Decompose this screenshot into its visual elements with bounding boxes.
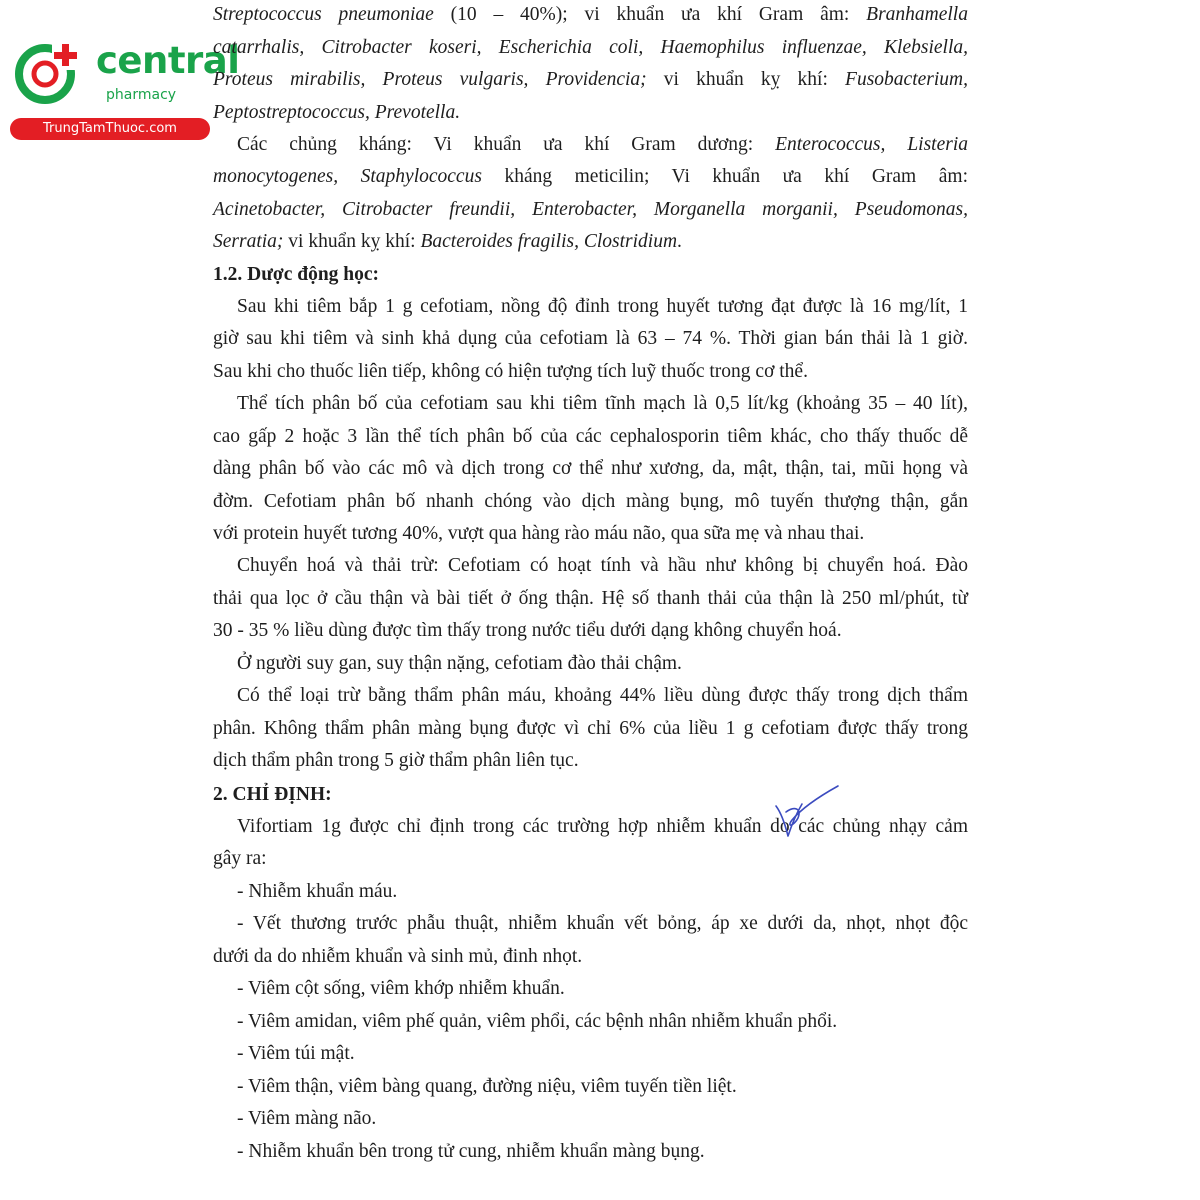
logo-tagline: pharmacy: [106, 87, 177, 103]
text-line: Có thể loại trừ bằng thẩm phân máu, khoảng 44% liều dùng được thấy trong dịch thẩm: [237, 685, 968, 706]
text-line: thải qua lọc ở cầu thận và bài tiết ở ống thận. Hệ số thanh thải của thận là 250 ml/phút, từ: [213, 588, 968, 609]
list-item: - Viêm túi mật.: [237, 1043, 355, 1064]
text-line: Acinetobacter, Citrobacter freundii, Enterobacter, Morganella morganii, Pseudomonas,: [213, 199, 968, 220]
text-line: monocytogenes, Staphylococcus kháng meticilin; Vi khuẩn ưa khí Gram âm:: [213, 166, 968, 187]
text-line: dàng phân bố vào các mô và dịch trong cơ thể như xương, da, mật, thận, tai, mũi họng và: [213, 458, 968, 479]
list-item: - Vết thương trước phẫu thuật, nhiễm khuẩn vết bỏng, áp xe dưới da, nhọt, nhọt độc: [237, 913, 968, 934]
text-line: Vifortiam 1g được chỉ định trong các trường hợp nhiễm khuẩn do các chủng nhạy cảm: [237, 816, 968, 837]
logo-website-banner: TrungTamThuoc.com: [10, 118, 210, 140]
text-line: 30 - 35 % liều dùng được tìm thấy trong nước tiểu dưới dạng không chuyển hoá.: [213, 620, 842, 641]
text-line: Sau khi cho thuốc liên tiếp, không có hiện tượng tích luỹ thuốc trong cơ thể.: [213, 361, 808, 382]
text-line: Sau khi tiêm bắp 1 g cefotiam, nồng độ đỉnh trong huyết tương đạt được là 16 mg/lít, 1: [237, 296, 968, 317]
list-item: - Viêm thận, viêm bàng quang, đường niệu, viêm tuyến tiền liệt.: [237, 1076, 737, 1097]
text-line: gây ra:: [213, 848, 267, 869]
pharmacy-cross-logo-icon: [12, 40, 82, 104]
logo-brand-text: central: [96, 39, 240, 82]
text-line: catarrhalis, Citrobacter koseri, Escherichia coli, Haemophilus influenzae, Klebsiella,: [213, 37, 968, 58]
list-item: - Viêm cột sống, viêm khớp nhiễm khuẩn.: [237, 978, 565, 999]
text-line: giờ sau khi tiêm và sinh khả dụng của cefotiam là 63 – 74 %. Thời gian bán thải là 1 giờ.: [213, 328, 968, 349]
text-line: Chuyển hoá và thải trừ: Cefotiam có hoạt tính và hầu như không bị chuyển hoá. Đào: [237, 555, 968, 576]
text-line: Các chủng kháng: Vi khuẩn ưa khí Gram dương: Enterococcus, Listeria: [237, 134, 968, 155]
text-line: dịch thẩm phân trong 5 giờ thẩm phân liên tục.: [213, 750, 579, 771]
list-item: dưới da do nhiễm khuẩn và sinh mủ, đinh nhọt.: [213, 946, 583, 967]
text-line: phân. Không thẩm phân màng bụng được vì chỉ 6% của liều 1 g cefotiam được thấy trong: [213, 718, 968, 739]
text-line: Streptococcus pneumoniae (10 – 40%); vi khuẩn ưa khí Gram âm: Branhamella: [213, 4, 968, 25]
text-line: Peptostreptococcus, Prevotella.: [213, 102, 461, 123]
handwritten-initial-signature: [772, 784, 842, 842]
text-line: đờm. Cefotiam phân bố nhanh chóng vào dịch màng bụng, mô tuyến thượng thận, gắn: [213, 491, 968, 512]
list-item: - Nhiễm khuẩn bên trong tử cung, nhiễm khuẩn màng bụng.: [237, 1141, 705, 1162]
text-line: cao gấp 2 hoặc 3 lần thể tích phân bố của các cephalosporin tiêm khác, cho thấy thuốc dễ: [213, 426, 968, 447]
text-line: Thể tích phân bố của cefotiam sau khi tiêm tĩnh mạch là 0,5 lít/kg (khoảng 35 – 40 lít),: [237, 393, 968, 414]
section-heading-indications: 2. CHỈ ĐỊNH:: [213, 784, 332, 805]
list-item: - Viêm amidan, viêm phế quản, viêm phổi, các bệnh nhân nhiễm khuẩn phổi.: [237, 1011, 838, 1032]
text-line: Serratia; vi khuẩn kỵ khí: Bacteroides fragilis, Clostridium.: [213, 231, 682, 252]
central-pharmacy-logo: [10, 38, 240, 138]
text-line: Ở người suy gan, suy thận nặng, cefotiam đào thải chậm.: [237, 653, 682, 674]
text-line: với protein huyết tương 40%, vượt qua hàng rào máu não, qua sữa mẹ và nhau thai.: [213, 523, 865, 544]
text-line: Proteus mirabilis, Proteus vulgaris, Providencia; vi khuẩn kỵ khí: Fusobacterium,: [213, 69, 968, 90]
section-heading-pharmacokinetics: 1.2. Dược động học:: [213, 264, 380, 285]
list-item: - Viêm màng não.: [237, 1108, 377, 1129]
list-item: - Nhiễm khuẩn máu.: [237, 881, 398, 902]
